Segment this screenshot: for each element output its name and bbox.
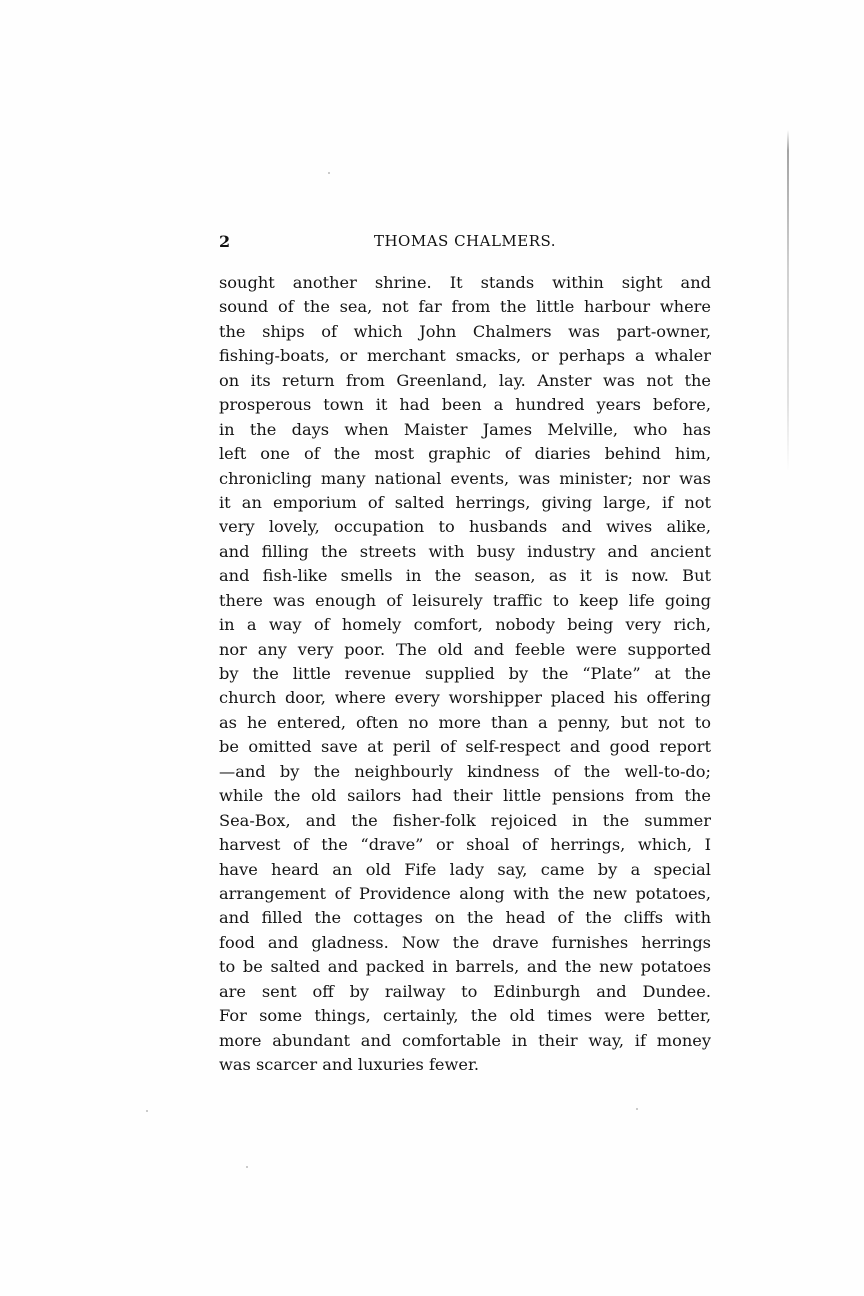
- text-line: as he entered, often no more than a penny, but not to: [219, 712, 711, 732]
- text-line: harvest of the “drave” or shoal of herrings, which, I: [219, 835, 711, 855]
- text-line: it an emporium of salted herrings, giving large, if not: [219, 492, 711, 512]
- text-line: in a way of homely comfort, nobody being very rich,: [219, 615, 711, 635]
- text-line: nor any very poor. The old and feeble were supported: [219, 639, 711, 659]
- text-line: For some things, certainly, the old times were better,: [219, 1006, 711, 1026]
- text-line: more abundant and comfortable in their way, if money: [219, 1030, 711, 1050]
- text-line: are sent off by railway to Edinburgh and Dundee.: [219, 981, 711, 1001]
- text-line: was scarcer and luxuries fewer.: [219, 1055, 480, 1074]
- text-line: there was enough of leisurely traffic to keep life going: [219, 590, 711, 610]
- text-line: very lovely, occupation to husbands and wives alike,: [219, 517, 711, 537]
- text-line: left one of the most graphic of diaries behind him,: [219, 444, 711, 464]
- scan-speck: [636, 1108, 638, 1110]
- text-line: by the little revenue supplied by the “Plate” at the: [219, 664, 711, 683]
- text-line: prosperous town it had been a hundred years before,: [219, 395, 711, 415]
- text-line: church door, where every worshipper placed his offering: [219, 688, 711, 708]
- text-line: sought another shrine. It stands within sight and: [219, 273, 711, 292]
- text-line: arrangement of Providence along with the new potatoes,: [219, 883, 711, 903]
- text-line: be omitted save at peril of self-respect and good report: [219, 737, 711, 757]
- text-line: Sea-Box, and the fisher-folk rejoiced in the summer: [219, 810, 711, 830]
- text-line: the ships of which John Chalmers was part-owner,: [219, 321, 711, 341]
- scan-speck: [146, 1110, 148, 1112]
- page-number: 2: [219, 232, 231, 251]
- text-line: chronicling many national events, was minister; nor was: [219, 468, 711, 488]
- scan-speck: [328, 172, 330, 174]
- text-line: and filled the cottages on the head of the cliffs with: [219, 908, 711, 928]
- text-line: fishing-boats, or merchant smacks, or perhaps a whaler: [219, 346, 711, 366]
- text-line: have heard an old Fife lady say, came by a special: [219, 859, 711, 879]
- scan-edge-mark: [787, 130, 789, 472]
- text-line: on its return from Greenland, lay. Anster was not the: [219, 370, 711, 390]
- text-line: while the old sailors had their little pensions from the: [219, 786, 711, 806]
- running-head: THOMAS CHALMERS.: [373, 232, 557, 250]
- page-header: [219, 232, 711, 254]
- text-line: sound of the sea, not far from the little harbour where: [219, 297, 711, 317]
- text-line: and fish-like smells in the season, as it is now. But: [219, 566, 711, 586]
- body-paragraph: [219, 271, 711, 1077]
- scan-speck: [246, 1166, 248, 1168]
- text-line: —and by the neighbourly kindness of the well-to-do;: [219, 761, 711, 781]
- text-line: in the days when Maister James Melville, who has: [219, 419, 711, 439]
- text-line: to be salted and packed in barrels, and the new potatoes: [219, 957, 711, 977]
- text-line: food and gladness. Now the drave furnishes herrings: [219, 932, 711, 952]
- text-line: and filling the streets with busy industry and ancient: [219, 541, 711, 561]
